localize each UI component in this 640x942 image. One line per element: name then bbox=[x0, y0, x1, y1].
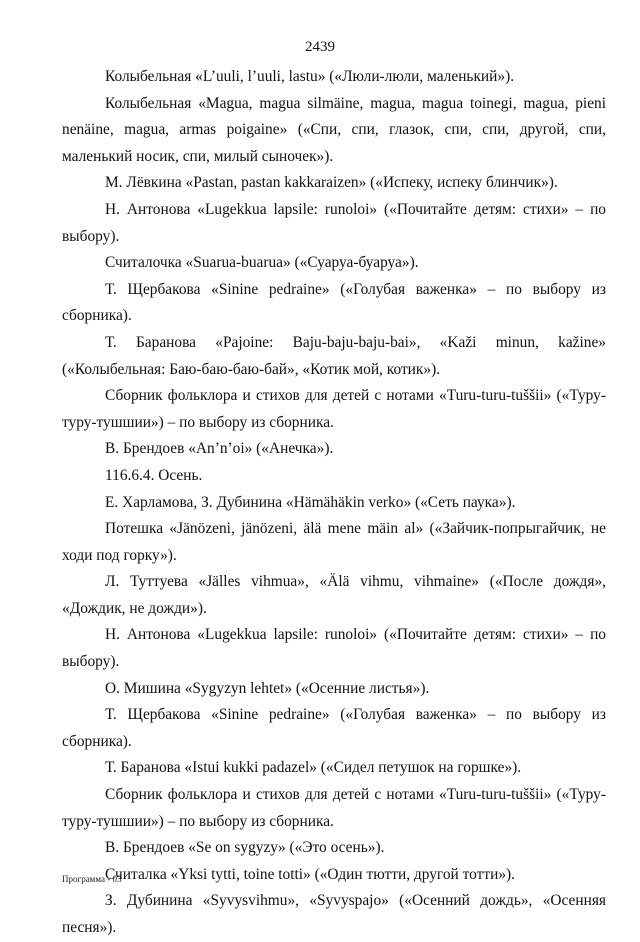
paragraph: Н. Антонова «Lugekkua lapsile: runoloi» («Почитайте детям: стихи» – по выбору). bbox=[62, 626, 606, 671]
paragraph: Потешка «Jänözeni, jänözeni, älä mene mäin al» («Зайчик-попрыгайчик, не ходи под горку»). bbox=[62, 520, 606, 564]
paragraph: Т. Щербакова «Sinine pedraine» («Голубая важенка» – по выбору из сборника). bbox=[62, 706, 606, 750]
paragraph: О. Мишина «Sygyzyn lehtet» («Осенние листья»). bbox=[105, 679, 430, 697]
paragraph: Колыбельная «L’uuli, l’uuli, lastu» («Люли-люли, маленький»). bbox=[105, 68, 515, 85]
page-number: 2439 bbox=[305, 39, 335, 55]
paragraph: Е. Харламова, З. Дубинина «Hämähäkin verko» («Сеть паука»). bbox=[105, 493, 516, 511]
paragraph: Считалка «Yksi tytti, toine totti» («Один тютти, другой тотти»). bbox=[105, 865, 515, 883]
paragraph: Сборник фольклора и стихов для детей с нотами «Turu-turu-tuššii» («Туру-туру-тушшии») – по выбору из сборника. bbox=[62, 786, 606, 830]
paragraph: З. Дубинина «Syvysvihmu», «Syvyspajo» («Осенний дождь», «Осенняя песня»). bbox=[62, 892, 606, 936]
paragraph: Т. Баранова «Pajoine: Baju-baju-baju-bai», «Kaži minun, kažine» («Колыбельная: Баю-баю-баю-бай», «Котик мой, котик»). bbox=[62, 333, 606, 378]
paragraph: М. Лёвкина «Pastan, pastan kakkaraizen» («Испеку, испеку блинчик»). bbox=[105, 174, 558, 192]
paragraph: Т. Баранова «Istui kukki padazel» («Сидел петушок на горшке»). bbox=[105, 759, 522, 777]
section-heading: 116.6.4. Осень. bbox=[105, 466, 203, 484]
paragraph: Сборник фольклора и стихов для детей с нотами «Turu-turu-tuššii» («Туру-туру-тушшии») – по выбору из сборника. bbox=[62, 387, 606, 431]
paragraph: Колыбельная «Magua, magua silmäine, magua, magua toinegi, magua, pieni nenäine, magua, armas poigaine» («Спи, спи, глазок, спи, спи, другой, спи, маленький носик, спи, милый сыночек»). bbox=[62, 94, 606, 165]
paragraph: Т. Щербакова «Sinine pedraine» («Голубая важенка» – по выбору из сборника). bbox=[62, 280, 606, 325]
footer-label: Программа - 03 bbox=[62, 874, 122, 884]
paragraph: Считалочка «Suarua-buarua» («Суаруа-буаруа»). bbox=[105, 254, 419, 272]
paragraph: В. Брендоев «An’n’oi» («Анечка»). bbox=[105, 440, 334, 458]
paragraph: В. Брендоев «Se on sygyzy» («Это осень»). bbox=[105, 839, 385, 857]
paragraph: Л. Туттуева «Jälles vihmua», «Älä vihmu, vihmaine» («После дождя», «Дождик, не дожди»). bbox=[62, 573, 606, 617]
document-body bbox=[62, 64, 606, 942]
paragraph: Н. Антонова «Lugekkua lapsile: runoloi» («Почитайте детям: стихи» – по выбору). bbox=[62, 200, 606, 245]
